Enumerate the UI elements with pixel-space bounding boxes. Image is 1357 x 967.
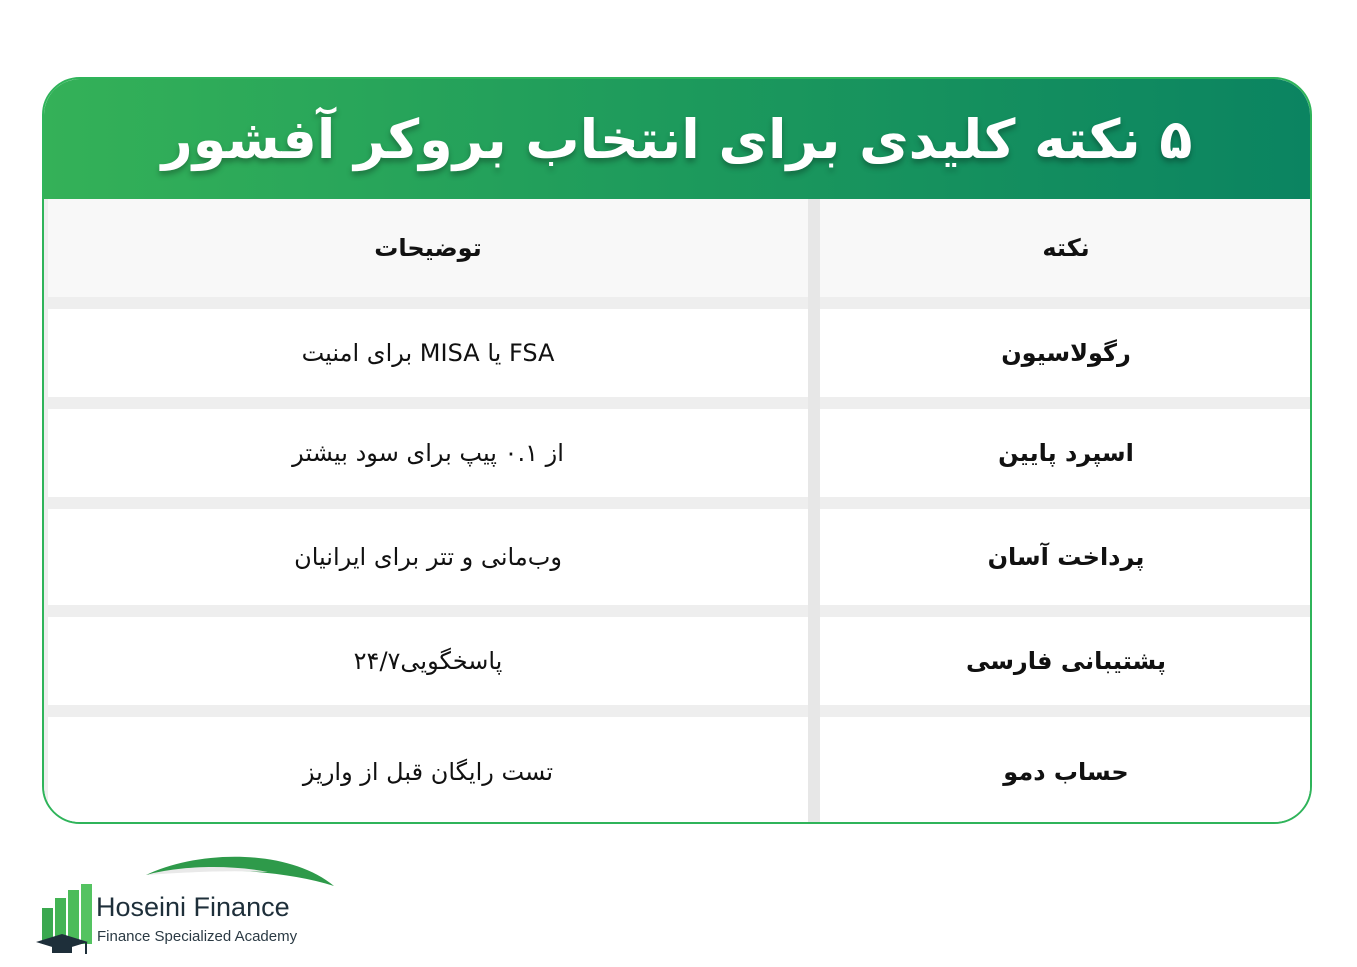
column-header-description: توضیحات [48,199,808,297]
row-point: حساب دمو [820,717,1312,824]
table-row [44,617,1310,705]
table-row [44,309,1310,397]
brand-tagline: Finance Specialized Academy [97,928,298,945]
column-header-point: نکته [820,199,1312,297]
table-row [44,409,1310,497]
row-description: FSA یا MISA برای امنیت [48,309,808,397]
title-main: ۵ نکته کلیدی برای انتخاب [525,107,1193,171]
page-title [162,108,1193,171]
row-point: اسپرد پایین [820,409,1312,497]
table-card [42,77,1312,824]
table-header-row [44,199,1310,297]
table-row [44,509,1310,605]
row-description: تست رایگان قبل از واریز [48,717,808,824]
brand-name: Hoseini Finance [96,892,290,922]
table-row [44,717,1310,824]
title-highlight: بروکر آفشور [161,107,507,171]
row-point: رگولاسیون [820,309,1312,397]
row-description: پاسخگویی۲۴/۷ [48,617,808,705]
row-point: پشتیبانی فارسی [820,617,1312,705]
table-header [44,79,1310,199]
row-description: از ۰.۱ پیپ برای سود بیشتر [48,409,808,497]
row-description: وب‌مانی و تتر برای ایرانیان [48,509,808,605]
comparison-table [44,199,1310,824]
column-divider [808,199,820,824]
row-point: پرداخت آسان [820,509,1312,605]
